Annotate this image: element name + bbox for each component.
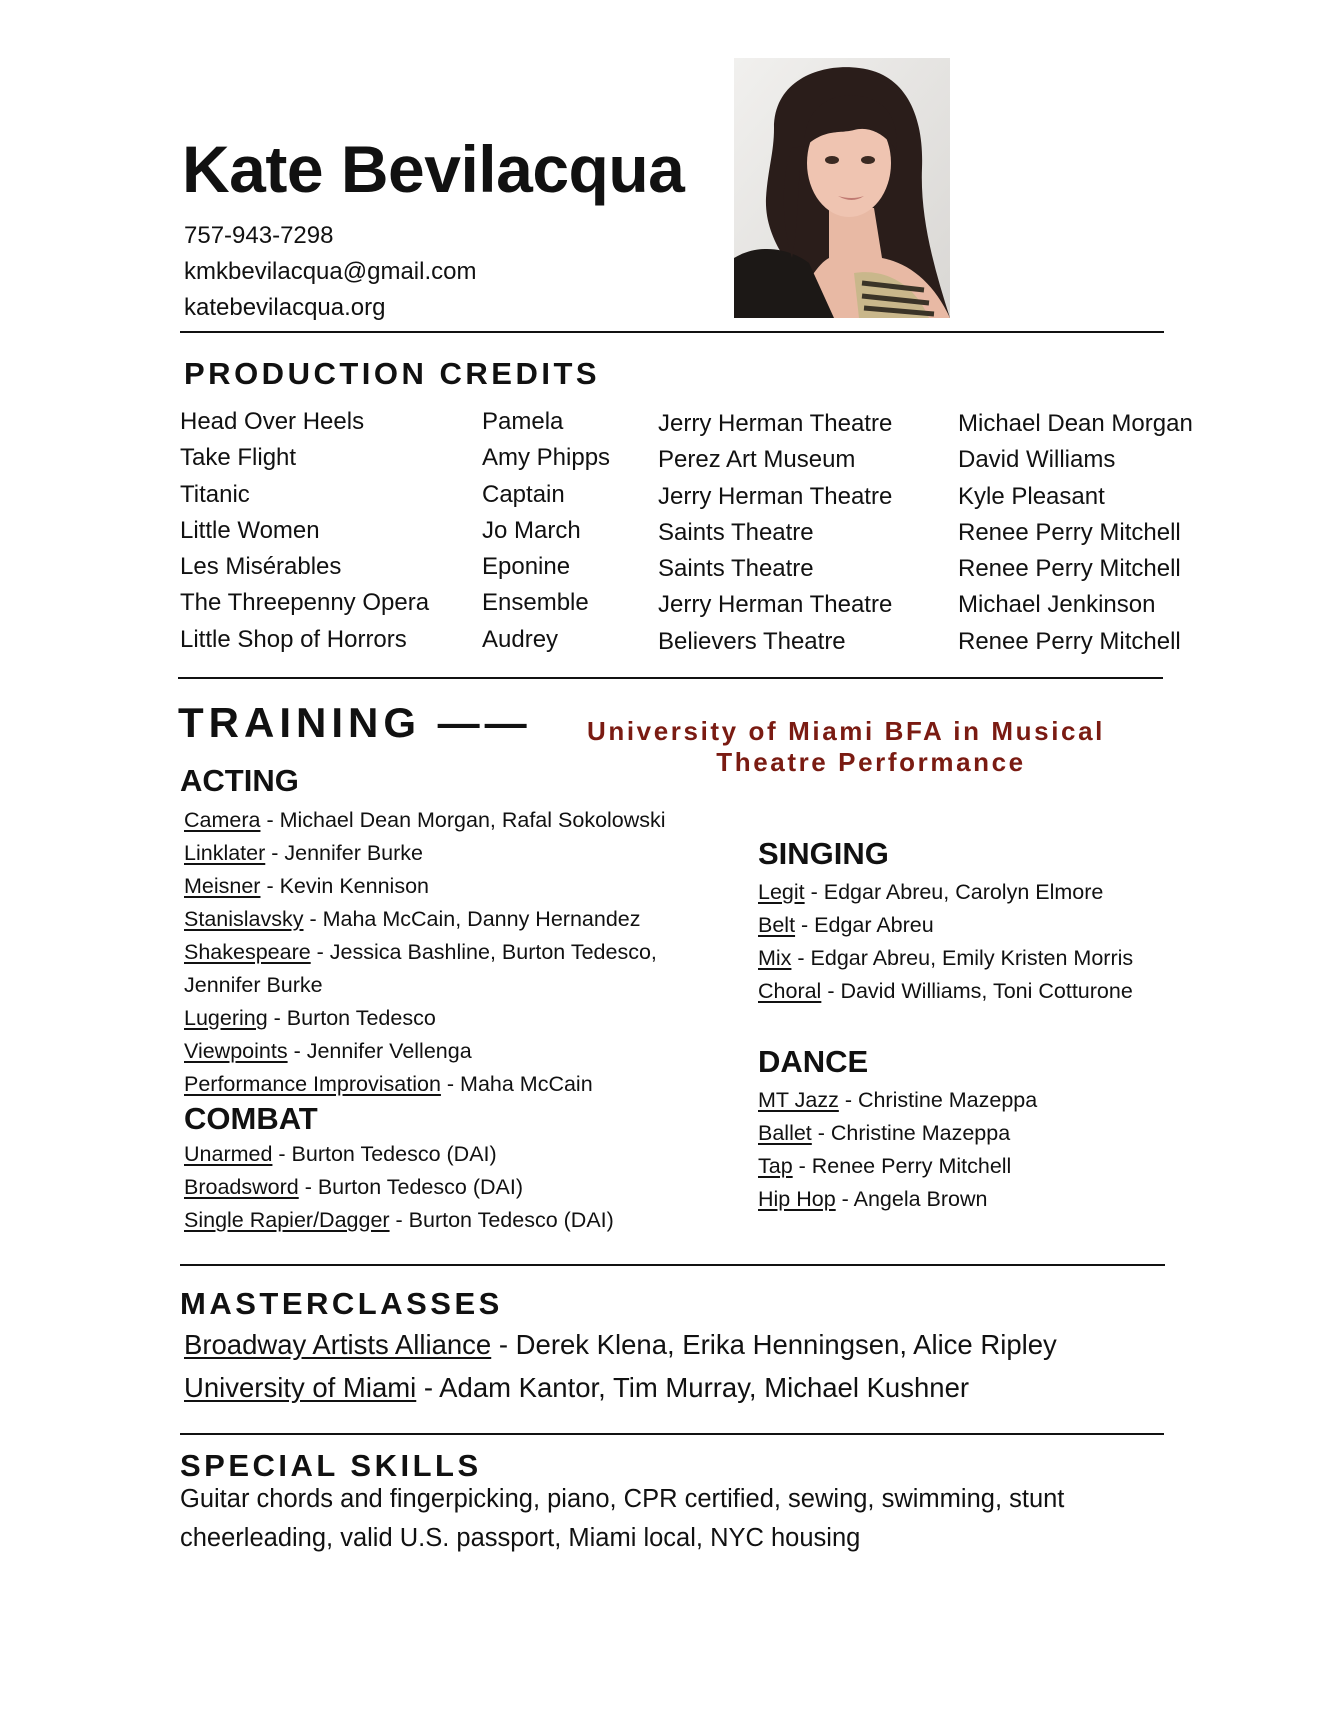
production-credits-heading: PRODUCTION CREDITS [184,356,601,391]
list-item [758,1183,1037,1216]
credit-venue: Saints Theatre [658,555,814,583]
credit-venue: Jerry Herman Theatre [658,591,893,619]
credit-venue: Saints Theatre [658,518,814,546]
skill-teachers: Jennifer Burke [184,973,323,997]
masterclass-teachers: - Adam Kantor, Tim Murray, Michael Kushner [416,1372,970,1403]
credit-role: Eponine [482,553,571,581]
skill-name: Meisner [184,874,261,898]
skill-teachers: - Burton Tedesco (DAI) [272,1142,497,1166]
list-item [758,876,1133,909]
list-item [184,1002,666,1035]
list-item [184,936,666,969]
credit-director: Kyle Pleasant [958,482,1105,510]
training-school-line-1: University of Miami BFA in Musical [587,716,1105,746]
website: katebevilacqua.org [184,294,386,321]
credits-directors-column [958,406,1193,660]
acting-heading: ACTING [180,763,299,798]
credit-role: Ensemble [482,589,589,617]
credit-show: Little Women [180,516,320,544]
masterclasses-list [184,1323,1057,1409]
headshot-illustration [734,58,950,318]
skill-name: Camera [184,808,261,832]
skill-name: Hip Hop [758,1187,836,1211]
skill-teachers: - Renee Perry Mitchell [792,1154,1012,1178]
list-item [184,1068,666,1101]
list-item [184,1035,666,1068]
list-item [184,837,666,870]
skill-teachers: - Jessica Bashline, Burton Tedesco, [310,940,657,964]
skill-teachers: - Angela Brown [835,1187,988,1211]
training-heading: TRAINING —— [178,699,532,746]
skill-name: Performance Improvisation [184,1072,441,1096]
credit-venue: Believers Theatre [658,627,846,655]
skill-teachers: - Burton Tedesco (DAI) [298,1175,523,1199]
credit-venue: Jerry Herman Theatre [658,482,893,510]
divider-masterclasses [180,1433,1164,1435]
phone-number: 757-943-7298 [184,222,334,249]
skill-name: Stanislavsky [184,907,304,931]
headshot-photo [734,58,950,318]
skill-teachers: - Christine Mazeppa [811,1121,1011,1145]
skill-name: Choral [758,979,822,1003]
credit-director: Michael Dean Morgan [958,410,1193,437]
list-item [758,1117,1037,1150]
skill-teachers: - Jennifer Burke [265,841,423,865]
skill-name: MT Jazz [758,1088,839,1112]
credit-role: Amy Phipps [482,444,611,472]
resume-name: Kate Bevilacqua [182,132,685,206]
divider-header [180,331,1164,333]
skill-name: Legit [758,880,805,904]
singing-heading: SINGING [758,836,889,871]
skill-name: Viewpoints [184,1039,288,1063]
credit-show: Titanic [180,480,250,508]
credit-show: The Threepenny Opera [180,589,430,617]
list-item [758,1084,1037,1117]
skill-name: Belt [758,913,796,937]
skill-teachers: - David Williams, Toni Cotturone [821,979,1133,1003]
skill-name: Linklater [184,841,266,865]
credit-director: Michael Jenkinson [958,591,1156,619]
list-item [184,870,666,903]
skill-name: Mix [758,946,792,970]
credit-show: Les Misérables [180,553,342,581]
credit-show: Head Over Heels [180,408,365,435]
skill-teachers: - Burton Tedesco (DAI) [389,1208,614,1232]
credit-director: Renee Perry Mitchell [958,518,1181,546]
credits-shows-column [180,404,429,658]
list-item [758,909,1133,942]
skill-name: Lugering [184,1006,268,1030]
credit-role: Pamela [482,408,564,435]
skill-name: Tap [758,1154,793,1178]
list-item [758,1150,1037,1183]
list-item [184,1138,614,1171]
skill-name: Shakespeare [184,940,311,964]
credits-venues-column [658,406,892,660]
acting-list [184,804,666,1101]
skill-teachers: - Maha McCain, Danny Hernandez [303,907,641,931]
credit-venue: Perez Art Museum [658,446,856,474]
credit-show: Take Flight [180,444,297,472]
list-item [758,975,1133,1008]
list-item [184,903,666,936]
credit-show: Little Shop of Horrors [180,625,407,653]
list-item [184,1171,614,1204]
credit-role: Captain [482,480,565,508]
list-item [184,969,666,1002]
masterclass-name: University of Miami [184,1372,417,1403]
skill-name: Ballet [758,1121,812,1145]
contact-block [184,218,476,326]
skill-name: Unarmed [184,1142,273,1166]
credit-director: David Williams [958,446,1116,474]
skill-teachers: - Jennifer Vellenga [287,1039,472,1063]
masterclass-name: Broadway Artists Alliance [184,1329,492,1360]
credits-roles-column [482,404,610,658]
dance-heading: DANCE [758,1044,869,1079]
credit-director: Renee Perry Mitchell [958,555,1181,583]
divider-training [180,1264,1165,1266]
combat-heading: COMBAT [184,1101,318,1136]
credit-role: Audrey [482,625,559,653]
production-credits-table [180,404,1230,664]
email-address: kmkbevilacqua@gmail.com [184,258,477,285]
training-school [546,716,1146,778]
list-item [184,804,666,837]
skill-teachers: - Edgar Abreu [795,913,934,937]
skill-teachers: - Burton Tedesco [267,1006,436,1030]
credit-director: Renee Perry Mitchell [958,627,1181,655]
list-item [184,1323,1057,1366]
masterclasses-heading: MASTERCLASSES [180,1286,503,1321]
credit-venue: Jerry Herman Theatre [658,410,893,437]
divider-credits [178,677,1163,679]
skill-teachers: - Christine Mazeppa [838,1088,1038,1112]
credit-role: Jo March [482,516,581,544]
list-item [758,942,1133,975]
skill-teachers: - Edgar Abreu, Emily Kristen Morris [791,946,1134,970]
list-item [184,1204,614,1237]
special-skills-text: Guitar chords and fingerpicking, piano, CPR certified, sewing, swimming, stunt cheerleading, valid U.S. passport, Miami local, NYC housing [180,1485,1065,1552]
skill-name: Single Rapier/Dagger [184,1208,390,1232]
singing-list [758,876,1133,1008]
training-school-line-2: Theatre Performance [716,747,1026,777]
skill-teachers: - Michael Dean Morgan, Rafal Sokolowski [260,808,666,832]
masterclass-teachers: - Derek Klena, Erika Henningsen, Alice Ripley [491,1329,1057,1360]
special-skills-heading: SPECIAL SKILLS [180,1448,482,1483]
skill-teachers: - Edgar Abreu, Carolyn Elmore [804,880,1104,904]
skill-teachers: - Maha McCain [440,1072,593,1096]
skill-teachers: - Kevin Kennison [260,874,429,898]
dance-list [758,1084,1037,1216]
list-item [184,1366,1057,1409]
skill-name: Broadsword [184,1175,299,1199]
combat-list [184,1138,614,1237]
